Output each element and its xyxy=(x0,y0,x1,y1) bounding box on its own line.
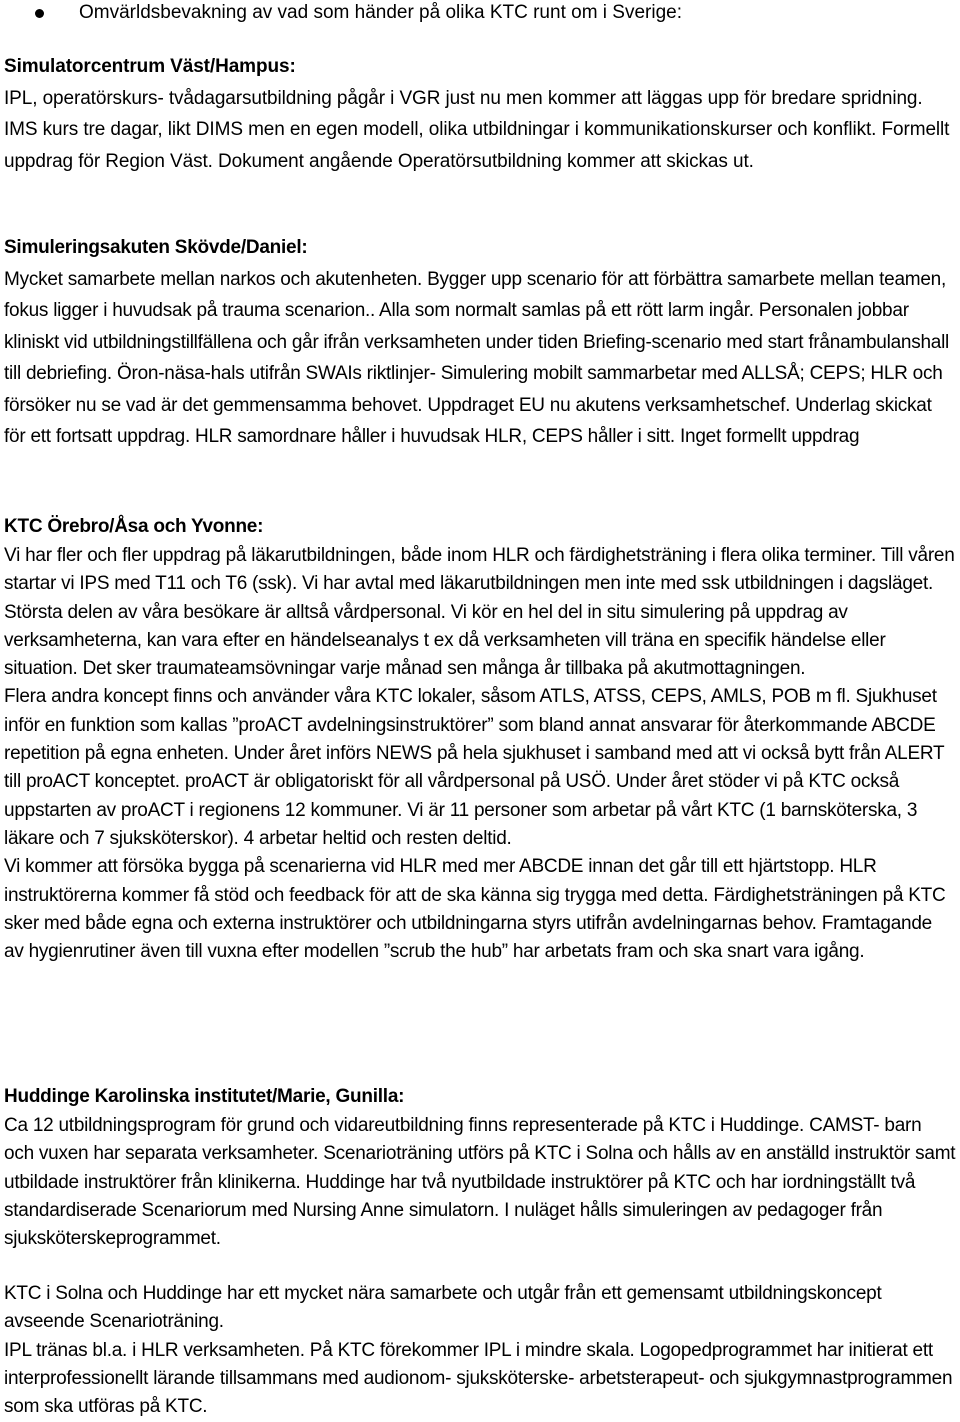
section-simuleringsakuten-skovde xyxy=(4,232,956,453)
section-heading: Simulatorcentrum Väst/Hampus: xyxy=(4,56,296,77)
section-paragraph: KTC i Solna och Huddinge har ett mycket nära samarbete och utgår från ett gemensamt utbildningskoncept avseende Scenarioträning. xyxy=(4,1283,882,1333)
section-heading: Huddinge Karolinska institutet/Marie, Gunilla: xyxy=(4,1086,405,1107)
section-paragraph: Flera andra koncept finns och använder våra KTC lokaler, såsom ATLS, ATSS, CEPS, AMLS, POB m fl. Sjukhuset inför en funktion som kallas ”proACT avdelningsinstruktörer” som bland annat ansvarar för återkommande ABCDE repetition på egna enheten. Under året införs NEWS på hela sjukhuset i samband med att vi också bytt från ALERT till proACT konceptet. proACT är obligatoriskt för all vårdpersonal på USÖ. Under året stöder vi på KTC också uppstarten av proACT i regionens 12 kommuner. Vi är 11 personer som arbetar på vårt KTC (1 barnsköterska, 3 läkare och 7 sjuksköterskor). 4 arbetar heltid och resten deltid. xyxy=(4,686,945,849)
section-paragraph: IPL tränas bl.a. i HLR verksamheten. På KTC förekommer IPL i mindre skala. Logopedprogrammet har initierat ett interprofessionellt lärande tillsammans med audionom- sjuksköterske- arbetsterapeut- och sjukgymnastprogrammen som ska utföras på KTC. xyxy=(4,1339,953,1418)
section-simulatorcentrum-vast xyxy=(4,51,956,177)
section-paragraph: Vi har fler och fler uppdrag på läkarutbildningen, både inom HLR och färdighetsträning i flera olika terminer. Till våren startar vi IPS med T11 och T6 (ssk). Vi har avtal med läkarutbildningen men inte med ssk utbildningen i dagsläget. Största delen av våra besökare är alltså vårdpersonal. Vi kör en hel del in situ simulering på uppdrag av verksamheterna, kan vara efter en händelseanalys t ex då verksamheten vill träna en specifik händelse eller situation. Det sker traumateamsövningar varje månad sen många år tillbaka på akutmottagningen. xyxy=(4,545,955,680)
section-paragraph: Mycket samarbete mellan narkos och akutenheten. Bygger upp scenario för att förbättra samarbete mellan teamen, fokus ligger i huvudsak på trauma scenarion.. Alla som normalt samlas på ett rött larm ingår. Personalen jobbar kliniskt vid utbildningstillfällena och går ifrån verksamheten under tiden Briefing-scenario med start frånambulanshall till debriefing. Öron-näsa-hals utifrån SWAIs riktlinjer- Simulering mobilt sammarbetar med ALLSÅ; CEPS; HLR och försöker nu se vad är det gemmensamma behovet. Uppdraget EU nu akutens verksamhetschef. Underlag skickat för ett fortsatt uppdrag. HLR samordnare håller i huvudsak HLR, CEPS håller i sitt. Inget formellt uppdrag xyxy=(4,268,950,447)
section-heading: KTC Örebro/Åsa och Yvonne: xyxy=(4,516,264,537)
section-paragraph: IPL, operatörskurs- tvådagarsutbildning pågår i VGR just nu men kommer att läggas upp för bredare spridning. IMS kurs tre dagar, likt DIMS men en egen modell, olika utbildningar i kommunikationskurser och konflikt. Formellt uppdrag för Region Väst. Dokument angående Operatörsutbildning kommer att skickas ut. xyxy=(4,87,950,172)
section-ktc-orebro xyxy=(4,512,956,966)
bullet-icon xyxy=(35,9,44,18)
section-huddinge-karolinska xyxy=(4,1082,956,1253)
section-heading: Simuleringsakuten Skövde/Daniel: xyxy=(4,237,308,258)
section-ktc-solna-huddinge xyxy=(4,1280,956,1421)
section-paragraph: Ca 12 utbildningsprogram för grund och vidareutbildning finns representerade på KTC i Huddinge. CAMST- barn och vuxen har separata verksamheter. Scenarioträning utförs på KTC i Solna och hålls av en anställd instruktör samt utbildade instruktörer från klinikerna. Huddinge har två nyutbildade instruktörer på KTC och har iordningställt två standardiserade Scenariorum med Nursing Anne simulatorn. I nuläget hålls simuleringen av pedagoger från sjuksköterskeprogrammet. xyxy=(4,1115,956,1250)
section-paragraph: Vi kommer att försöka bygga på scenarierna vid HLR med mer ABCDE innan det går till ett hjärtstopp. HLR instruktörerna kommer få stöd och feedback för att de ska känna sig trygga med detta. Färdighetsträningen på KTC sker med både egna och externa instruktörer och utbildningarna styrs utifrån avdelningarnas behov. Framtagande av hygienrutiner även till vuxna efter modellen ”scrub the hub” har arbetats fram och ska snart vara igång. xyxy=(4,856,946,963)
bullet-text: Omvärldsbevakning av vad som händer på olika KTC runt om i Sverige: xyxy=(79,2,682,23)
